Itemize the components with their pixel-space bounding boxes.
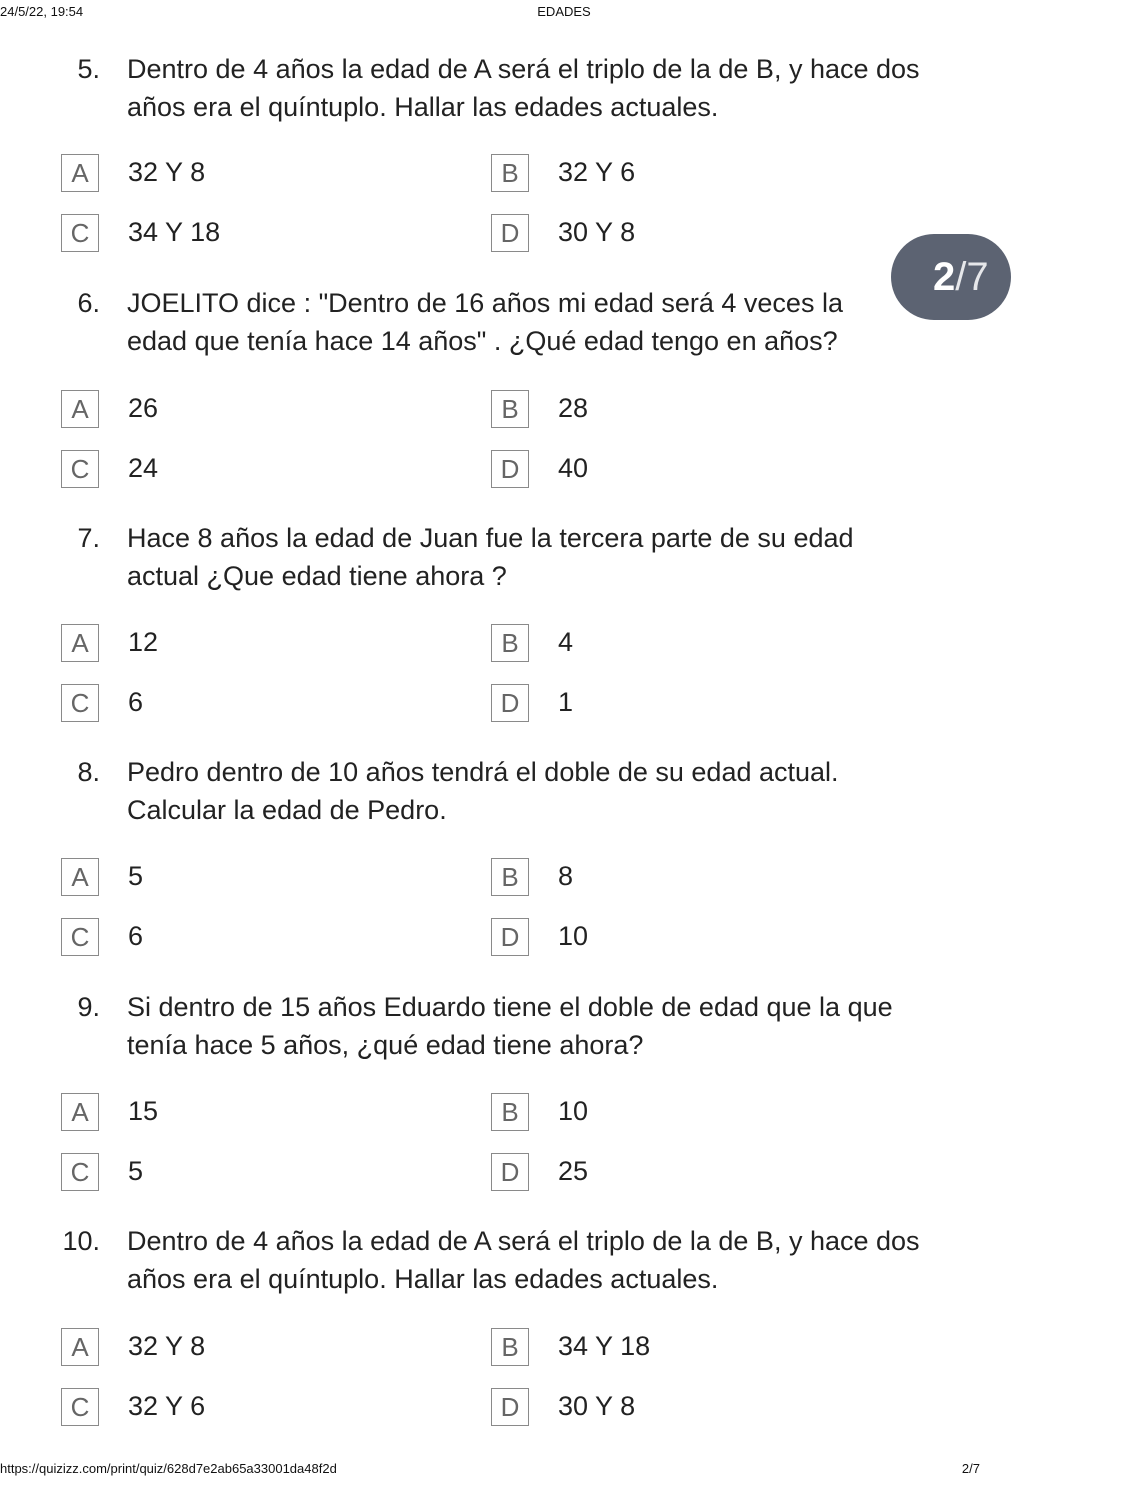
option-letter: C [61, 450, 99, 488]
option-text: 15 [128, 1096, 159, 1126]
option-text: 8 [558, 861, 574, 891]
option-letter: A [61, 1328, 99, 1366]
option-text: 34 Y 18 [558, 1331, 651, 1361]
option-letter: C [61, 918, 99, 956]
option-letter: C [61, 1388, 99, 1426]
option-letter: C [61, 214, 99, 252]
option-text: 32 Y 6 [128, 1391, 206, 1421]
question-number: 5. [77, 54, 100, 84]
question-number: 9. [77, 992, 100, 1022]
option-text: 5 [128, 861, 144, 891]
page-number: 2/7 [961, 1461, 980, 1476]
option-letter: A [61, 1093, 99, 1131]
page-total: 7 [966, 255, 989, 299]
option-text: 30 Y 8 [558, 217, 636, 247]
question-text: Dentro de 4 años la edad de A será el triplo de la de B, y hace dos años era el quíntuplo. Hallar las edades actuales. [127, 1226, 920, 1294]
option-letter: B [491, 624, 529, 662]
option-letter: B [491, 1328, 529, 1366]
option-text: 6 [128, 921, 144, 951]
option-letter: D [491, 450, 529, 488]
question-text: Pedro dentro de 10 años tendrá el doble de su edad actual. Calcular la edad de Pedro. [127, 757, 839, 825]
option-text: 12 [128, 627, 159, 657]
question-text: Dentro de 4 años la edad de A será el triplo de la de B, y hace dos años era el quíntuplo. Hallar las edades actuales. [127, 54, 920, 122]
option-text: 32 Y 8 [128, 157, 206, 187]
option-text: 24 [128, 453, 159, 483]
question-number: 7. [77, 523, 100, 553]
option-letter: D [491, 214, 529, 252]
option-text: 5 [128, 1156, 144, 1186]
option-letter: D [491, 684, 529, 722]
print-header [0, 4, 980, 22]
option-letter: A [61, 390, 99, 428]
option-text: 32 Y 8 [128, 1331, 206, 1361]
page-separator: / [955, 255, 967, 299]
page-current: 2 [933, 255, 956, 299]
source-url: https://quizizz.com/print/quiz/628d7e2ab65a33001da48f2d [0, 1461, 337, 1476]
option-letter: B [491, 390, 529, 428]
option-letter: C [61, 1153, 99, 1191]
option-text: 32 Y 6 [558, 157, 636, 187]
question-number: 8. [77, 757, 100, 787]
option-text: 6 [128, 687, 144, 717]
question-text: JOELITO dice : "Dentro de 16 años mi edad será 4 veces la edad que tenía hace 14 años" . ¿Qué edad tengo en años? [127, 288, 843, 356]
option-text: 40 [558, 453, 589, 483]
option-text: 4 [558, 627, 574, 657]
page-indicator-badge [891, 234, 1011, 320]
option-letter: D [491, 918, 529, 956]
option-text: 26 [128, 393, 159, 423]
option-letter: B [491, 858, 529, 896]
option-letter: B [491, 1093, 529, 1131]
option-text: 34 Y 18 [128, 217, 221, 247]
option-letter: A [61, 154, 99, 192]
option-text: 10 [558, 921, 589, 951]
question-text: Hace 8 años la edad de Juan fue la tercera parte de su edad actual ¿Que edad tiene ahora ? [127, 523, 854, 591]
option-letter: B [491, 154, 529, 192]
question-number: 10. [62, 1226, 100, 1256]
option-letter: A [61, 624, 99, 662]
print-datetime: 24/5/22, 19:54 [0, 4, 84, 19]
option-text: 10 [558, 1096, 589, 1126]
option-text: 30 Y 8 [558, 1391, 636, 1421]
option-letter: D [491, 1153, 529, 1191]
document-title: EDADES [537, 4, 591, 19]
question-number: 6. [77, 288, 100, 318]
option-text: 28 [558, 393, 589, 423]
option-letter: C [61, 684, 99, 722]
option-text: 25 [558, 1156, 589, 1186]
option-letter: D [491, 1388, 529, 1426]
question-text: Si dentro de 15 años Eduardo tiene el doble de edad que la que tenía hace 5 años, ¿qué edad tiene ahora? [127, 992, 893, 1060]
option-letter: A [61, 858, 99, 896]
option-text: 1 [558, 687, 574, 717]
